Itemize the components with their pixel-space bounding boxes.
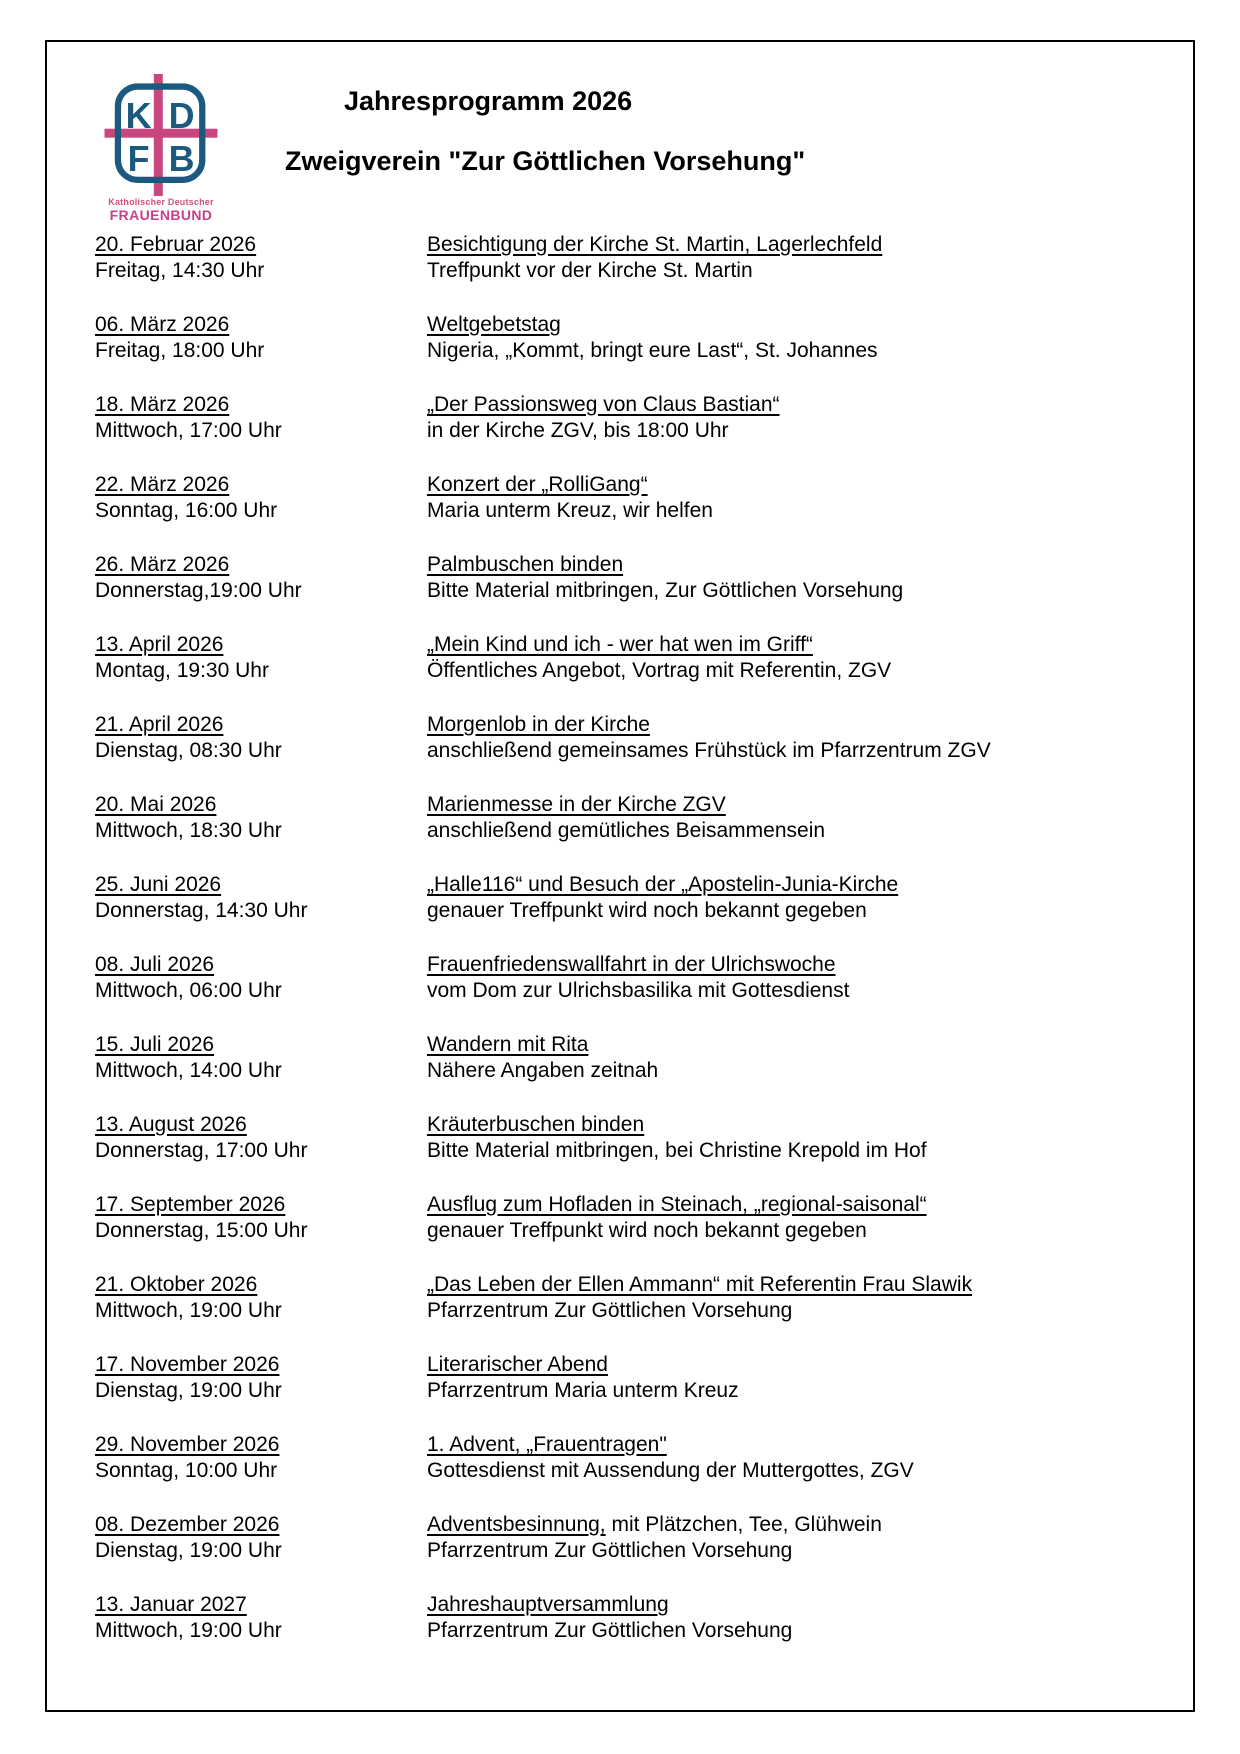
event-detail: vom Dom zur Ulrichsbasilika mit Gottesdienst (427, 979, 850, 1002)
event-row (95, 1112, 1177, 1164)
event-day-time: Sonntag, 16:00 Uhr (95, 499, 278, 522)
event-detail: Maria unterm Kreuz, wir helfen (427, 499, 713, 522)
event-detail: Treffpunkt vor der Kirche St. Martin (427, 259, 753, 282)
event-description-column (427, 1112, 1177, 1164)
event-description-column (427, 1192, 1177, 1244)
event-date: 20. Februar 2026 (95, 233, 257, 256)
event-title: Ausflug zum Hofladen in Steinach, „regional-saisonal“ (427, 1193, 927, 1216)
document-header (47, 42, 1193, 237)
event-day-time: Mittwoch, 19:00 Uhr (95, 1299, 282, 1322)
event-title: Marienmesse in der Kirche ZGV (427, 793, 726, 816)
page-title: Jahresprogramm 2026 (344, 86, 633, 116)
event-date-column (95, 392, 427, 444)
event-day-time: Mittwoch, 14:00 Uhr (95, 1059, 282, 1082)
page-subtitle: Zweigverein "Zur Göttlichen Vorsehung" (285, 146, 806, 176)
event-date-column (95, 1112, 427, 1164)
event-detail: Pfarrzentrum Zur Göttlichen Vorsehung (427, 1299, 793, 1322)
event-title: Adventsbesinnung, (427, 1513, 606, 1536)
event-detail: Pfarrzentrum Zur Göttlichen Vorsehung (427, 1619, 793, 1642)
event-row (95, 1032, 1177, 1084)
event-date-column (95, 1592, 427, 1644)
event-title-line (427, 1352, 1177, 1378)
event-title: „Das Leben der Ellen Ammann“ mit Referentin Frau Slawik (427, 1273, 973, 1296)
event-title: Frauenfriedenswallfahrt in der Ulrichswoche (427, 953, 836, 976)
event-title: Besichtigung der Kirche St. Martin, Lagerlechfeld (427, 233, 883, 256)
event-date: 18. März 2026 (95, 393, 230, 416)
event-date-column (95, 712, 427, 764)
event-date: 15. Juli 2026 (95, 1033, 215, 1056)
event-title-line (427, 1192, 1177, 1218)
logo-letter-f: F (127, 138, 150, 179)
event-description-column (427, 1352, 1177, 1404)
event-row (95, 1512, 1177, 1564)
event-detail: Bitte Material mitbringen, Zur Göttlichen Vorsehung (427, 579, 904, 602)
event-date-column (95, 1032, 427, 1084)
event-day-time: Mittwoch, 06:00 Uhr (95, 979, 282, 1002)
event-description-column (427, 472, 1177, 524)
event-title-line (427, 472, 1177, 498)
event-title: Kräuterbuschen binden (427, 1113, 645, 1136)
event-day-time: Donnerstag, 17:00 Uhr (95, 1139, 308, 1162)
event-title-line (427, 1432, 1177, 1458)
event-row (95, 472, 1177, 524)
event-title: „Der Passionsweg von Claus Bastian“ (427, 393, 780, 416)
event-description-column (427, 792, 1177, 844)
event-title: Palmbuschen binden (427, 553, 624, 576)
event-title: „Halle116“ und Besuch der „Apostelin-Junia-Kirche (427, 873, 899, 896)
event-title: „Mein Kind und ich - wer hat wen im Griff“ (427, 633, 813, 656)
event-date: 26. März 2026 (95, 553, 230, 576)
event-date: 22. März 2026 (95, 473, 230, 496)
event-description-column (427, 1592, 1177, 1644)
event-description-column (427, 552, 1177, 604)
event-day-time: Donnerstag,19:00 Uhr (95, 579, 302, 602)
event-date: 20. Mai 2026 (95, 793, 217, 816)
logo-subtext: Katholischer Deutscher (108, 197, 214, 207)
event-day-time: Dienstag, 19:00 Uhr (95, 1379, 282, 1402)
event-date: 06. März 2026 (95, 313, 230, 336)
logo-wordmark: FRAUENBUND (109, 207, 213, 223)
event-title-rest: mit Plätzchen, Tee, Glühwein (605, 1513, 882, 1536)
event-title-line (427, 552, 1177, 578)
event-description-column (427, 1512, 1177, 1564)
event-title: Literarischer Abend (427, 1353, 608, 1376)
event-row (95, 232, 1177, 284)
event-title-line (427, 872, 1177, 898)
event-date-column (95, 1192, 427, 1244)
event-description-column (427, 632, 1177, 684)
event-title-line (427, 952, 1177, 978)
event-day-time: Sonntag, 10:00 Uhr (95, 1459, 278, 1482)
event-row (95, 1192, 1177, 1244)
event-date-column (95, 552, 427, 604)
event-day-time: Mittwoch, 18:30 Uhr (95, 819, 282, 842)
event-title-line (427, 1272, 1177, 1298)
event-description-column (427, 712, 1177, 764)
event-row (95, 632, 1177, 684)
event-title: Konzert der „RolliGang“ (427, 473, 648, 496)
event-day-time: Montag, 19:30 Uhr (95, 659, 269, 682)
event-detail: genauer Treffpunkt wird noch bekannt gegeben (427, 1219, 867, 1242)
event-date-column (95, 1352, 427, 1404)
event-date-column (95, 232, 427, 284)
event-description-column (427, 1272, 1177, 1324)
event-day-time: Mittwoch, 19:00 Uhr (95, 1619, 282, 1642)
event-title-line (427, 232, 1177, 258)
event-row (95, 1592, 1177, 1644)
event-day-time: Dienstag, 08:30 Uhr (95, 739, 282, 762)
event-title-line (427, 792, 1177, 818)
event-date: 13. August 2026 (95, 1113, 247, 1136)
event-description-column (427, 392, 1177, 444)
event-date-column (95, 1512, 427, 1564)
event-detail: in der Kirche ZGV, bis 18:00 Uhr (427, 419, 729, 442)
event-row (95, 952, 1177, 1004)
event-description-column (427, 312, 1177, 364)
event-date: 17. November 2026 (95, 1353, 280, 1376)
event-detail: Bitte Material mitbringen, bei Christine Krepold im Hof (427, 1139, 927, 1162)
event-detail: genauer Treffpunkt wird noch bekannt gegeben (427, 899, 867, 922)
event-day-time: Donnerstag, 14:30 Uhr (95, 899, 308, 922)
event-row (95, 392, 1177, 444)
document-page (45, 40, 1195, 1712)
event-date: 21. Oktober 2026 (95, 1273, 258, 1296)
logo-letter-d: D (168, 95, 195, 136)
event-date: 25. Juni 2026 (95, 873, 222, 896)
event-title: Jahreshauptversammlung (427, 1593, 669, 1616)
event-title-line (427, 632, 1177, 658)
event-detail: Pfarrzentrum Zur Göttlichen Vorsehung (427, 1539, 793, 1562)
event-day-time: Dienstag, 19:00 Uhr (95, 1539, 282, 1562)
event-detail: anschließend gemeinsames Frühstück im Pfarrzentrum ZGV (427, 739, 991, 762)
event-row (95, 792, 1177, 844)
event-title: Weltgebetstag (427, 313, 561, 336)
event-day-time: Freitag, 18:00 Uhr (95, 339, 265, 362)
event-description-column (427, 952, 1177, 1004)
event-date-column (95, 632, 427, 684)
event-description-column (427, 1032, 1177, 1084)
event-title: 1. Advent, „Frauentragen" (427, 1433, 667, 1456)
event-title-line (427, 392, 1177, 418)
event-detail: Öffentliches Angebot, Vortrag mit Referentin, ZGV (427, 659, 892, 682)
event-row (95, 552, 1177, 604)
event-title-line (427, 1032, 1177, 1058)
event-date-column (95, 952, 427, 1004)
event-row (95, 1352, 1177, 1404)
event-date: 13. Januar 2027 (95, 1593, 247, 1616)
event-title-line (427, 1112, 1177, 1138)
event-date: 08. Dezember 2026 (95, 1513, 280, 1536)
event-date: 21. April 2026 (95, 713, 224, 736)
event-date-column (95, 792, 427, 844)
event-date-column (95, 312, 427, 364)
event-date: 17. September 2026 (95, 1193, 286, 1216)
event-day-time: Donnerstag, 15:00 Uhr (95, 1219, 308, 1242)
event-date-column (95, 472, 427, 524)
event-title: Wandern mit Rita (427, 1033, 589, 1056)
kdfb-logo (95, 74, 227, 223)
event-detail: anschließend gemütliches Beisammensein (427, 819, 826, 842)
event-description-column (427, 232, 1177, 284)
event-row (95, 712, 1177, 764)
event-row (95, 1272, 1177, 1324)
event-title: Morgenlob in der Kirche (427, 713, 650, 736)
event-day-time: Freitag, 14:30 Uhr (95, 259, 265, 282)
event-date-column (95, 1272, 427, 1324)
event-date-column (95, 1432, 427, 1484)
event-date: 08. Juli 2026 (95, 953, 215, 976)
event-title-line (427, 312, 1177, 338)
event-row (95, 1432, 1177, 1484)
kdfb-cross-icon (102, 74, 220, 196)
event-day-time: Mittwoch, 17:00 Uhr (95, 419, 282, 442)
event-description-column (427, 1432, 1177, 1484)
event-title-line (427, 712, 1177, 738)
event-date: 13. April 2026 (95, 633, 224, 656)
event-description-column (427, 872, 1177, 924)
event-detail: Gottesdienst mit Aussendung der Muttergottes, ZGV (427, 1459, 914, 1482)
event-list (95, 232, 1177, 1672)
event-title-line (427, 1592, 1177, 1618)
event-date-column (95, 872, 427, 924)
event-date: 29. November 2026 (95, 1433, 280, 1456)
logo-letter-k: K (125, 95, 152, 136)
event-detail: Pfarrzentrum Maria unterm Kreuz (427, 1379, 739, 1402)
event-row (95, 872, 1177, 924)
event-detail: Nigeria, „Kommt, bringt eure Last“, St. Johannes (427, 339, 878, 362)
event-detail: Nähere Angaben zeitnah (427, 1059, 659, 1082)
logo-letter-b: B (168, 138, 195, 179)
event-row (95, 312, 1177, 364)
event-title-line (427, 1512, 1177, 1538)
